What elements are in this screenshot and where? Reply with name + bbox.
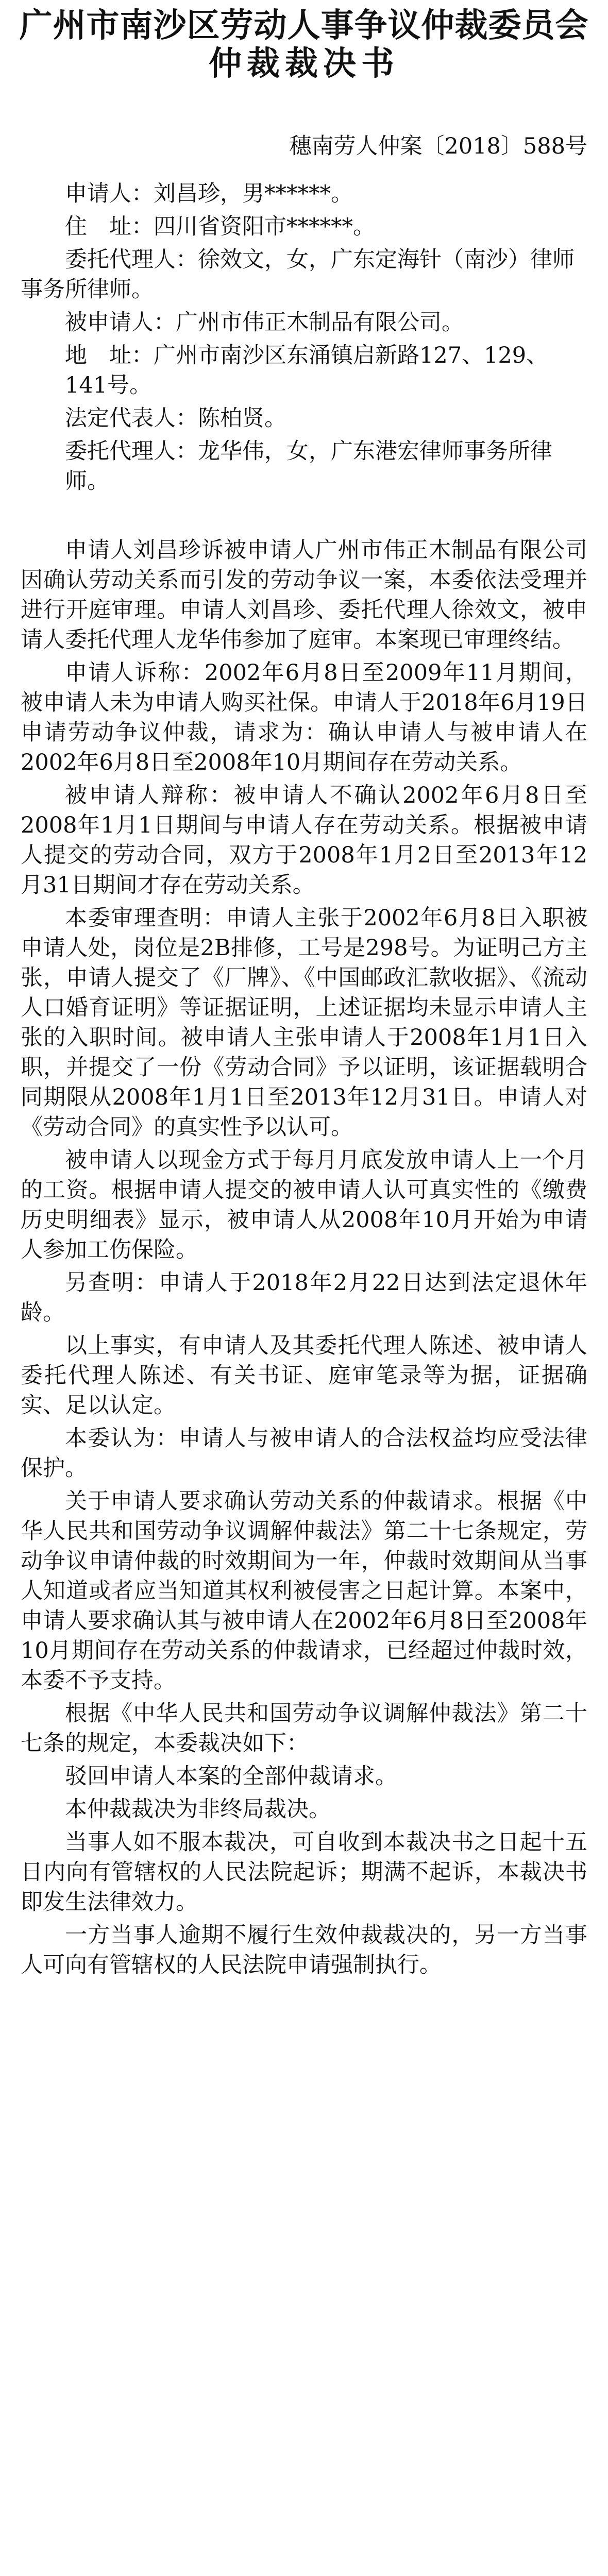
party-legal-representative: 法定代表人：陈柏贤。: [65, 405, 286, 431]
document-body: [21, 131, 587, 1983]
paragraph-appeal-rights: 当事人如不服本裁决，可自收到本裁决书之日起十五日内向有管辖权的人民法院起诉；期满不起诉，本裁决书即发生法律效力。: [21, 1829, 587, 1915]
paragraph-wages-insurance: 被申请人以现金方式于每月月底发放申请人上一个月的工资。根据申请人提交的被申请人认可真实性的《缴费历史明细表》显示，被申请人从2008年10月开始为申请人参加工伤保险。: [21, 1147, 587, 1263]
paragraph-evidence: 以上事实，有申请人及其委托代理人陈述、被申请人委托代理人陈述、有关书证、庭审笔录等为据，证据确实、足以认定。: [21, 1333, 587, 1418]
paragraph-legal-basis: 根据《中华人民共和国劳动争议调解仲裁法》第二十七条的规定，本委裁决如下：: [21, 1701, 587, 1756]
paragraph-opinion: 本委认为：申请人与被申请人的合法权益均应受法律保护。: [21, 1426, 587, 1481]
paragraph-non-final: 本仲裁裁决为非终局裁决。: [65, 1797, 331, 1822]
party-applicant-address: 住 址：四川省资阳市******。: [65, 214, 375, 240]
paragraph-findings: 本委审理查明：申请人主张于2002年6月8日入职被申请人处，岗位是2B排修，工号是298号。为证明己方主张，申请人提交了《厂牌》、《中国邮政汇款收据》、《流动人口婚育证明》等证据证明，上述证据均未显示申请人主张的入职时间。被申请人主张申请人于2008年1月1日入职，并提交了一份《劳动合同》予以证明，该证据载明合同期限从2008年1月1日至2013年12月31日。申请人对《劳动合同》的真实性予以认可。: [21, 905, 587, 1140]
paragraph-claim: 申请人诉称：2002年6月8日至2009年11月期间，被申请人未为申请人购买社保。申请人于2018年6月19日申请劳动争议仲裁，请求为：确认申请人与被申请人在2002年6月8日至2008年10月期间存在劳动关系。: [21, 660, 587, 775]
paragraph-case-intro: 申请人刘昌珍诉被申请人广州市伟正木制品有限公司因确认劳动关系而引发的劳动争议一案，本委依法受理并进行开庭审理。申请人刘昌珍、委托代理人徐效文，被申请人委托代理人龙华伟参加了庭审。本案现已审理终结。: [21, 537, 587, 653]
document-title-committee: 广州市南沙区劳动人事争议仲裁委员会: [19, 7, 589, 45]
paragraph-additional-finding: 另查明：申请人于2018年2月22日达到法定退休年龄。: [21, 1270, 587, 1326]
document-title-award: 仲裁裁决书: [209, 45, 399, 83]
case-number: 穗南劳人仲案〔2018〕588号: [289, 133, 587, 159]
party-respondent-address: 地 址：广州市南沙区东涌镇启新路127、129、141号。: [65, 343, 549, 398]
paragraph-limitation: 关于申请人要求确认劳动关系的仲裁请求。根据《中华人民共和国劳动争议调解仲裁法》第二十七条规定，劳动争议申请仲裁的时效期间为一年，仲裁时效期间从当事人知道或者应当知道其权利被侵害之日起计算。本案中，申请人要求确认其与被申请人在2002年6月8日至2008年10月期间存在劳动关系的仲裁请求，已经超过仲裁时效，本委不予支持。: [21, 1488, 587, 1693]
section-gap: [21, 499, 587, 522]
party-applicant-agent: 委托代理人：徐效文，女，广东定海针（南沙）律师事务所律师。: [21, 247, 575, 302]
party-respondent-agent: 委托代理人：龙华伟，女，广东港宏律师事务所律师。: [65, 438, 552, 494]
paragraph-ruling: 驳回申请人本案的全部仲裁请求。: [65, 1764, 397, 1789]
party-respondent: 被申请人：广州市伟正木制品有限公司。: [65, 310, 464, 335]
party-applicant: 申请人：刘昌珍，男******。: [65, 181, 353, 207]
paragraph-enforcement: 一方当事人逾期不履行生效仲裁裁决的，另一方当事人可向有管辖权的人民法院申请强制执行。: [21, 1922, 587, 1978]
paragraph-defense: 被申请人辩称：被申请人不确认2002年6月8日至2008年1月1日期间与申请人存在劳动关系。根据被申请人提交的劳动合同，双方于2008年1月2日至2013年12月31日期间才存在劳动关系。: [21, 783, 587, 898]
